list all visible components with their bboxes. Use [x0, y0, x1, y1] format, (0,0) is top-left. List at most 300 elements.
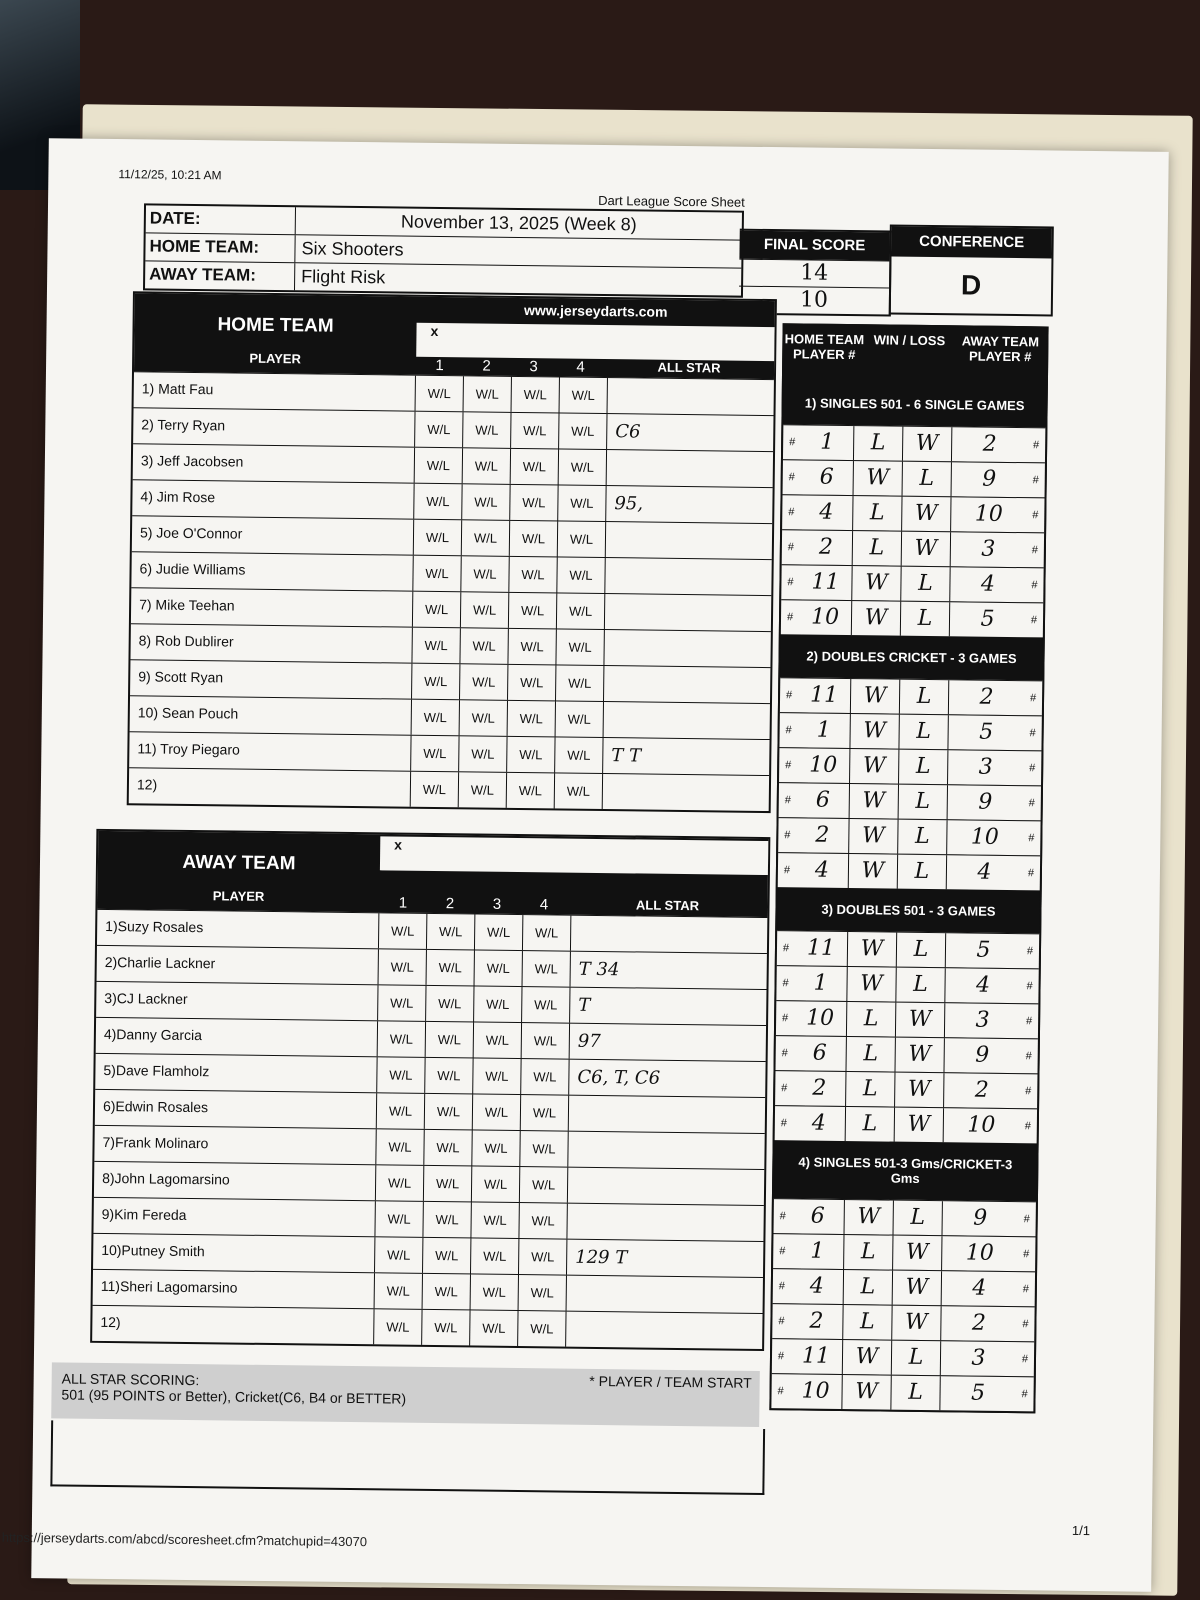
hash-mark: # — [1031, 544, 1039, 557]
home-player-number: 4 — [793, 1106, 846, 1141]
win-loss-cell: W/L — [475, 914, 523, 950]
win-loss-cell: W/L — [519, 1203, 567, 1239]
hash-mark: # — [1032, 509, 1039, 522]
hash-mark: # — [778, 1280, 786, 1293]
match-info — [143, 203, 744, 297]
win-loss-cell: W/L — [376, 1165, 424, 1201]
hash-mark: # — [1022, 1283, 1029, 1296]
player-name: 12) — [129, 768, 411, 806]
hash-mark: # — [1028, 797, 1035, 810]
win-loss-cell: W/L — [510, 521, 558, 557]
allstar-cell — [605, 558, 771, 595]
home-result: W — [851, 679, 900, 714]
home-result: L — [854, 426, 903, 461]
home-result: W — [848, 932, 897, 967]
away-result: W — [902, 497, 951, 532]
home-player-number: 2 — [790, 1304, 843, 1339]
win-loss-cell: W/L — [411, 736, 459, 772]
home-result: W — [847, 967, 896, 1002]
hash-mark: # — [1027, 867, 1035, 880]
home-player-number: 1 — [794, 966, 847, 1001]
away-result: L — [892, 1341, 941, 1376]
away-result: L — [903, 462, 952, 497]
win-loss-cell: W/L — [509, 593, 557, 629]
win-loss-cell: W/L — [474, 986, 522, 1022]
hash-mark: # — [788, 506, 795, 519]
game-row — [774, 1198, 1036, 1236]
allstar-cell: 95, — [614, 493, 644, 515]
away-player-number: 2 — [971, 1310, 987, 1336]
conference — [889, 224, 1054, 316]
date-label: DATE: — [146, 205, 296, 234]
win-loss-cell: W/L — [556, 701, 604, 737]
away-result: L — [901, 602, 950, 637]
home-result: L — [853, 531, 902, 566]
win-loss-cell: W/L — [555, 737, 603, 773]
away-signature — [380, 836, 768, 875]
hash-mark: # — [785, 689, 793, 702]
win-loss-cell: W/L — [415, 448, 463, 484]
game-row — [778, 852, 1040, 890]
allstar-cell — [605, 594, 771, 631]
home-result: L — [846, 1072, 895, 1107]
win-loss-cell: W/L — [412, 664, 460, 700]
home-result: L — [844, 1235, 893, 1270]
home-player-number: 2 — [796, 818, 849, 853]
hash-mark: # — [1032, 474, 1039, 487]
hash-mark: # — [1028, 832, 1035, 845]
home-result: W — [849, 854, 898, 889]
home-result: W — [845, 1200, 894, 1235]
game-row — [775, 1105, 1037, 1143]
away-result: L — [900, 680, 949, 715]
player-name: 9)Kim Fereda — [93, 1198, 375, 1236]
win-loss-cell: W/L — [472, 1130, 520, 1166]
away-result: W — [892, 1306, 941, 1341]
win-loss-cell: W/L — [374, 1309, 422, 1345]
date-value: November 13, 2025 (Week 8) — [400, 211, 637, 235]
hash-mark: # — [1033, 439, 1040, 452]
away-player-number: 3 — [971, 1345, 986, 1371]
win-loss-cell: W/L — [522, 987, 570, 1023]
win-loss-cell: W/L — [509, 557, 557, 593]
away-result: W — [895, 1073, 944, 1108]
home-player-number: 1 — [791, 1234, 844, 1269]
col-4: 4 — [576, 358, 585, 376]
home-player-number: 10 — [794, 1001, 847, 1036]
away-player-number: 10 — [970, 824, 1000, 850]
hash-mark: # — [785, 724, 792, 737]
allstar-cell — [603, 774, 769, 811]
away-result: L — [897, 933, 946, 968]
win-loss-cell: W/L — [507, 773, 555, 809]
win-loss-cell: W/L — [523, 951, 571, 987]
away-score: 10 — [739, 286, 889, 315]
win-loss-cell: W/L — [423, 1202, 471, 1238]
away-player-number: 10 — [965, 1240, 994, 1266]
home-result: L — [846, 1107, 895, 1142]
player-name: 1) Matt Fau — [134, 372, 416, 410]
hash-mark: # — [782, 977, 789, 990]
game-row — [771, 1373, 1033, 1411]
win-loss-cell: W/L — [413, 556, 461, 592]
win-loss-cell: W/L — [471, 1202, 519, 1238]
win-loss-cell: W/L — [375, 1237, 423, 1273]
away-result: W — [902, 532, 951, 567]
win-loss-cell: W/L — [523, 915, 571, 951]
hash-mark: # — [1031, 579, 1038, 592]
away-player-label: PLAYER — [212, 888, 265, 904]
win-loss-cell: W/L — [413, 592, 461, 628]
away-result: W — [903, 427, 952, 462]
game-section-title: 2) DOUBLES CRICKET - 3 GAMES — [806, 648, 1017, 667]
home-player-number: 2 — [800, 530, 853, 565]
player-name: 5) Joe O'Connor — [132, 516, 414, 554]
player-name: 11) Troy Piegaro — [129, 732, 411, 770]
away-player-number: 5 — [976, 937, 991, 963]
away-result: L — [898, 820, 947, 855]
final-score-label: FINAL SCORE — [739, 231, 889, 261]
win-loss-cell: W/L — [427, 914, 475, 950]
away-player-number: 5 — [970, 1380, 986, 1406]
col-4: 4 — [539, 896, 549, 914]
win-loss-cell: W/L — [522, 1023, 570, 1059]
home-player-number: 11 — [790, 1339, 843, 1374]
win-loss-cell: W/L — [412, 700, 460, 736]
game-row — [782, 529, 1044, 567]
home-signature — [416, 323, 774, 361]
hash-mark: # — [1030, 614, 1038, 627]
player-name: 8)John Lagomarsino — [94, 1162, 376, 1200]
game-row — [779, 782, 1041, 820]
player-name: 3) Jeff Jacobsen — [133, 444, 415, 482]
home-result: W — [850, 749, 899, 784]
hash-mark: # — [1021, 1388, 1028, 1401]
away-result: L — [891, 1376, 940, 1411]
away-result: L — [899, 715, 948, 750]
win-loss-cell: W/L — [464, 376, 512, 412]
away-player-number: 9 — [973, 1205, 988, 1231]
allstar-label: ALL STAR — [657, 359, 721, 376]
away-player-number: 9 — [975, 1042, 990, 1068]
player-name: 9) Scott Ryan — [130, 660, 412, 698]
away-result: W — [896, 1003, 945, 1038]
home-result: W — [850, 714, 899, 749]
game-section-title: 4) SINGLES 501-3 Gms/CRICKET-3 Gms — [798, 1154, 1013, 1186]
win-loss-cell: W/L — [379, 949, 427, 985]
win-loss-cell: W/L — [521, 1059, 569, 1095]
win-loss-cell: W/L — [511, 449, 559, 485]
conference-label: CONFERENCE — [891, 227, 1051, 259]
home-player-number: 6 — [792, 1199, 845, 1234]
hash-mark: # — [784, 794, 791, 807]
allstar-cell — [566, 1312, 762, 1349]
win-loss-cell: W/L — [557, 557, 605, 593]
away-player-number: 4 — [977, 859, 992, 885]
win-loss-cell: W/L — [461, 556, 509, 592]
win-loss-cell: W/L — [379, 913, 427, 949]
allstar-cell — [608, 378, 774, 415]
notes-box — [50, 1420, 765, 1495]
away-team-title: AWAY TEAM — [182, 851, 296, 875]
allstar-cell — [568, 1168, 764, 1205]
home-result: W — [852, 566, 901, 601]
win-loss-cell: W/L — [459, 736, 507, 772]
player-name: 10)Putney Smith — [93, 1234, 375, 1272]
home-x-mark: x — [430, 322, 439, 339]
away-player-number: 3 — [978, 754, 993, 780]
win-loss-cell: W/L — [520, 1167, 568, 1203]
col-3: 3 — [492, 895, 502, 913]
win-loss-cell: W/L — [556, 629, 604, 665]
player-name: 2) Terry Ryan — [133, 408, 415, 446]
hash-mark: # — [786, 611, 794, 624]
hash-mark: # — [1023, 1248, 1030, 1261]
win-loss-cell: W/L — [508, 701, 556, 737]
hash-mark: # — [787, 541, 795, 554]
hash-mark: # — [787, 576, 794, 589]
away-result: L — [899, 750, 948, 785]
game-row — [777, 930, 1039, 968]
home-result: W — [843, 1340, 892, 1375]
game-row — [779, 747, 1041, 785]
sheet-title: Dart League Score Sheet — [598, 192, 745, 210]
away-result: W — [895, 1108, 944, 1143]
win-loss-cell: W/L — [375, 1273, 423, 1309]
away-player-number: 9 — [978, 789, 993, 815]
home-player-number: 4 — [800, 495, 853, 530]
home-player-number: 10 — [789, 1374, 842, 1409]
allstar-cell — [604, 630, 770, 667]
col-1: 1 — [435, 356, 444, 375]
away-result: L — [896, 968, 945, 1003]
allstar-label: ALL STAR — [635, 897, 700, 914]
away-player-number: 5 — [980, 606, 995, 632]
hash-mark: # — [1029, 692, 1037, 705]
home-player-number: 11 — [799, 565, 852, 600]
win-loss-cell: W/L — [559, 413, 607, 449]
games-head-away: AWAY TEAM PLAYER # — [961, 333, 1040, 365]
player-name: 10) Sean Pouch — [130, 696, 412, 734]
print-timestamp: 11/12/25, 10:21 AM — [118, 167, 222, 183]
win-loss-cell: W/L — [460, 628, 508, 664]
player-name: 4) Jim Rose — [132, 480, 414, 518]
win-loss-cell: W/L — [424, 1130, 472, 1166]
away-team-value: Flight Risk — [301, 266, 386, 288]
win-loss-cell: W/L — [508, 665, 556, 701]
player-name: 6) Judie Williams — [131, 552, 413, 590]
home-result: W — [854, 461, 903, 496]
game-row — [781, 564, 1043, 602]
hash-mark: # — [1025, 1050, 1032, 1063]
win-loss-cell: W/L — [460, 700, 508, 736]
home-player-number: 4 — [796, 853, 849, 888]
away-player-number: 3 — [981, 536, 996, 562]
allstar-cell: 97 — [577, 1030, 601, 1053]
game-row — [776, 1000, 1038, 1038]
win-loss-cell: W/L — [376, 1129, 424, 1165]
away-player-number: 10 — [967, 1112, 996, 1138]
hash-mark: # — [785, 759, 792, 772]
player-name: 3)CJ Lackner — [96, 982, 378, 1020]
hash-mark: # — [789, 436, 796, 449]
home-player-number: 1 — [801, 425, 854, 460]
hash-mark: # — [1022, 1318, 1029, 1331]
home-player-number: 11 — [798, 678, 851, 713]
allstar-cell — [568, 1132, 764, 1169]
scoring-title: ALL STAR SCORING: — [61, 1370, 200, 1389]
win-loss-cell: W/L — [560, 377, 608, 413]
win-loss-cell: W/L — [463, 448, 511, 484]
home-result: W — [842, 1375, 891, 1410]
game-row — [773, 1233, 1035, 1271]
home-player-number: 10 — [797, 748, 850, 783]
away-player-number: 10 — [974, 501, 1003, 527]
player-name: 5)Dave Flamholz — [95, 1054, 377, 1092]
hash-mark: # — [1025, 1015, 1033, 1028]
win-loss-cell: W/L — [520, 1131, 568, 1167]
away-player-number: 2 — [974, 1077, 989, 1103]
home-score: 14 — [739, 259, 889, 288]
allstar-cell — [607, 450, 773, 487]
home-player-number: 4 — [791, 1269, 844, 1304]
score-sheet — [1, 138, 1169, 1592]
game-row — [780, 677, 1042, 715]
win-loss-cell: W/L — [423, 1274, 471, 1310]
win-loss-cell: W/L — [555, 773, 603, 809]
win-loss-cell: W/L — [426, 1022, 474, 1058]
home-result: W — [850, 784, 899, 819]
game-row — [783, 424, 1045, 462]
game-row — [783, 459, 1045, 497]
home-player-number: 6 — [801, 460, 854, 495]
win-loss-cell: W/L — [471, 1274, 519, 1310]
win-loss-cell: W/L — [412, 628, 460, 664]
win-loss-cell: W/L — [422, 1310, 470, 1346]
home-player-number: 6 — [797, 783, 850, 818]
away-player-number: 2 — [979, 684, 994, 710]
hash-mark: # — [1021, 1353, 1029, 1366]
home-result: L — [843, 1305, 892, 1340]
game-section-title: 3) DOUBLES 501 - 3 GAMES — [821, 901, 996, 919]
player-name: 12) — [92, 1306, 374, 1344]
hash-mark: # — [782, 1012, 789, 1025]
hash-mark: # — [779, 1210, 786, 1223]
hash-mark: # — [1029, 727, 1036, 740]
win-loss-cell: W/L — [427, 950, 475, 986]
win-loss-cell: W/L — [558, 485, 606, 521]
player-name: 7)Frank Molinaro — [94, 1126, 376, 1164]
win-loss-cell: W/L — [521, 1095, 569, 1131]
away-player-number: 2 — [982, 431, 997, 457]
hash-mark: # — [780, 1117, 787, 1130]
win-loss-cell: W/L — [423, 1238, 471, 1274]
away-result: L — [898, 855, 947, 890]
player-name: 4)Danny Garcia — [96, 1018, 378, 1056]
site-url: www.jerseydarts.com — [523, 302, 668, 320]
allstar-cell — [604, 702, 770, 739]
allstar-cell: C6, T, C6 — [577, 1066, 661, 1089]
game-row — [778, 817, 1040, 855]
home-result: W — [849, 819, 898, 854]
win-loss-cell: W/L — [474, 1022, 522, 1058]
win-loss-cell: W/L — [378, 985, 426, 1021]
away-player-number: 4 — [975, 972, 991, 998]
player-name: 8) Rob Dublirer — [130, 624, 412, 662]
game-row — [772, 1303, 1034, 1341]
allstar-scoring — [51, 1362, 760, 1427]
conference-value: D — [960, 269, 982, 301]
player-name: 2)Charlie Lackner — [97, 946, 379, 984]
hash-mark: # — [778, 1315, 785, 1328]
home-result: L — [844, 1270, 893, 1305]
win-loss-cell: W/L — [426, 986, 474, 1022]
away-player-number: 9 — [982, 466, 997, 492]
win-loss-cell: W/L — [377, 1093, 425, 1129]
allstar-cell — [567, 1276, 763, 1313]
win-loss-cell: W/L — [459, 772, 507, 808]
win-loss-cell: W/L — [424, 1166, 472, 1202]
win-loss-cell: W/L — [414, 520, 462, 556]
page-number: 1/1 — [1071, 1522, 1091, 1539]
player-name: 7) Mike Teehan — [131, 588, 413, 626]
win-loss-cell: W/L — [557, 593, 605, 629]
games-head-wl: WIN / LOSS — [873, 332, 946, 349]
hash-mark: # — [782, 942, 790, 955]
away-player-number: 4 — [980, 571, 996, 597]
game-section-title: 1) SINGLES 501 - 6 SINGLE GAMES — [804, 395, 1025, 414]
home-player-number: 11 — [795, 931, 848, 966]
win-loss-cell: W/L — [558, 521, 606, 557]
home-player-number: 2 — [793, 1071, 846, 1106]
win-loss-cell: W/L — [378, 1021, 426, 1057]
away-result: L — [899, 785, 948, 820]
game-row — [779, 712, 1041, 750]
away-player-number: 3 — [975, 1007, 990, 1033]
home-team-label: HOME TEAM: — [145, 233, 295, 262]
win-loss-cell: W/L — [470, 1310, 518, 1346]
win-loss-cell: W/L — [519, 1239, 567, 1275]
win-loss-cell: W/L — [462, 484, 510, 520]
hash-mark: # — [1023, 1213, 1030, 1226]
hash-mark: # — [777, 1350, 785, 1363]
win-loss-cell: W/L — [511, 413, 559, 449]
footer-url: https://jerseydarts.com/abcd/scoresheet.cfm?matchupid=43070 — [1, 1529, 368, 1550]
win-loss-cell: W/L — [508, 629, 556, 665]
game-row — [772, 1338, 1034, 1376]
away-player-number: 5 — [978, 719, 994, 745]
away-team-table — [90, 829, 770, 1351]
home-player-number: 6 — [794, 1036, 847, 1071]
col-2: 2 — [482, 357, 491, 375]
win-loss-cell: W/L — [414, 484, 462, 520]
home-result: L — [847, 1002, 896, 1037]
hash-mark: # — [781, 1082, 788, 1095]
allstar-cell: C6 — [615, 421, 641, 443]
hash-mark: # — [784, 829, 791, 842]
win-loss-cell: W/L — [519, 1275, 567, 1311]
home-team-value: Six Shooters — [301, 238, 404, 260]
col-2: 2 — [445, 895, 455, 913]
games-head-home: HOME TEAM PLAYER # — [784, 331, 865, 363]
win-loss-cell: W/L — [475, 950, 523, 986]
hash-mark: # — [777, 1385, 784, 1398]
player-name: 6)Edwin Rosales — [95, 1090, 377, 1128]
home-result: L — [847, 1037, 896, 1072]
hash-mark: # — [1025, 1085, 1032, 1098]
win-loss-cell: W/L — [471, 1238, 519, 1274]
away-result: W — [895, 1038, 944, 1073]
